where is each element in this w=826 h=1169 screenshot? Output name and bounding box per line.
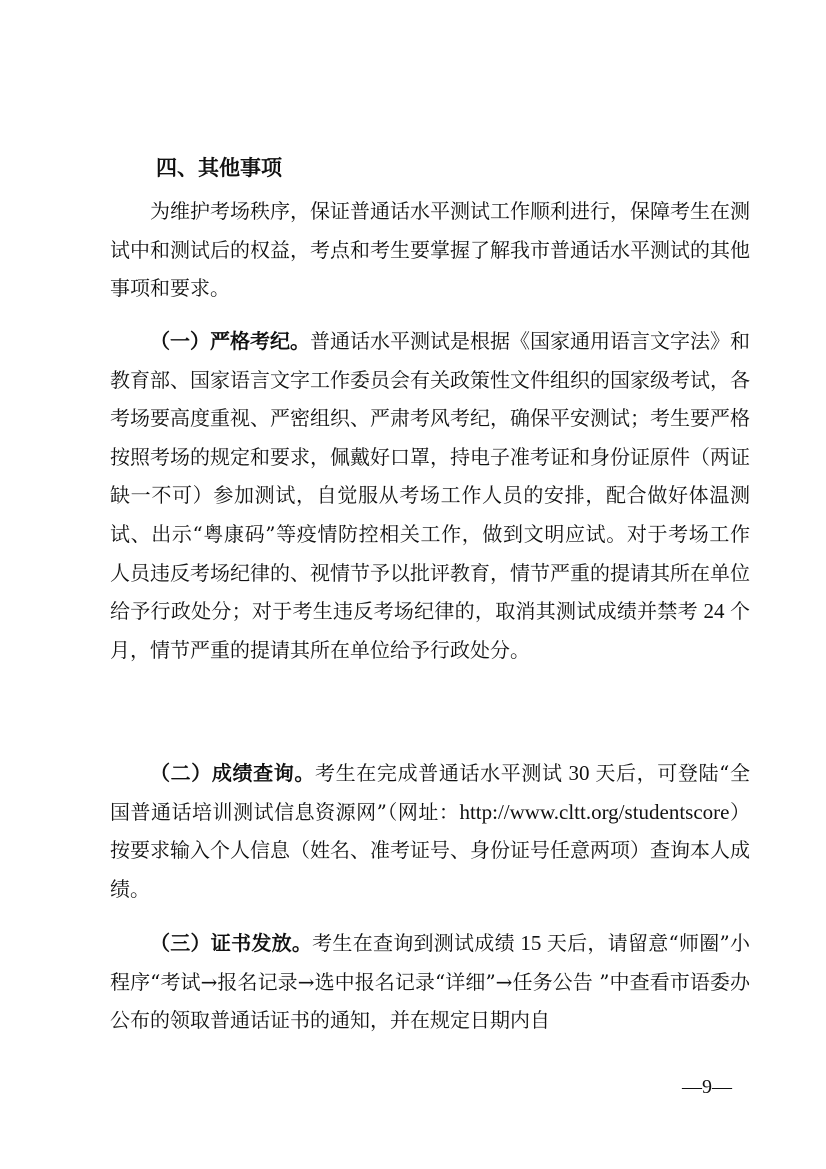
item-certificate-issue-number: 15 — [514, 931, 547, 955]
item-certificate-issue-lead: （三）证书发放。 — [150, 931, 313, 955]
intro-paragraph: 为维护考场秩序，保证普通话水平测试工作顺利进行，保障考生在测试中和测试后的权益，考点和考生要掌握了解我市普通话水平测试的其他事项和要求。 — [110, 199, 750, 301]
page-number: —9— — [682, 1076, 732, 1098]
item-strict-discipline — [110, 322, 750, 669]
item-score-query — [110, 754, 750, 908]
item-certificate-issue — [110, 924, 750, 1040]
item-strict-discipline-lead: （一）严格考纪。 — [150, 329, 310, 353]
item-strict-discipline-number: 24 — [697, 599, 731, 624]
item-score-query-tail: ）按要求输入个人信息（姓名、准考证号、身份证号任意两项）查询本人成绩。 — [110, 799, 750, 901]
section-heading: 四、其他事项 — [156, 156, 282, 180]
item-score-query-mid: 天后，可登陆“全国普通话培训测试信息资源网”（网址： — [110, 761, 751, 824]
item-certificate-issue-tail: 天后，请留意“师圈”小程序“考试→报名记录→选中报名记录“详细”→任务公告 ”中查看市语委办公布的领取普通话证书的通知，并在规定日期内自 — [110, 931, 751, 1033]
item-strict-discipline-tail: 个月，情节严重的提请其所在单位给予行政处分。 — [110, 599, 751, 662]
item-score-query-number: 30 — [562, 761, 596, 785]
item-score-query-lead: （二）成绩查询。 — [150, 761, 316, 785]
item-strict-discipline-body: 普通话水平测试是根据《国家通用语言文字法》和教育部、国家语言文字工作委员会有关政策性文件组织的国家级考试，各考场要高度重视、严密组织、严肃考风考纪，确保平安测试；考生要严格按照考场的规定和要求，佩戴好口罩，持电子准考证和身份证原件（两证缺一不可）参加测试，自觉服从考场工作人员的安排，配合做好体温测试、出示“粤康码”等疫情防控相关工作，做到文明应试。对于考场工作人员违反考场纪律的、视情节予以批评教育，情节严重的提请其所在单位给予行政处分；对于考生违反考场纪律的，取消其测试成绩并禁考 — [110, 329, 750, 624]
item-certificate-issue-body: 考生在查询到测试成绩 — [312, 931, 515, 955]
score-query-url-link[interactable]: http://www.cltt.org/studentscore — [459, 799, 730, 824]
item-score-query-body: 考生在完成普通话水平测试 — [315, 761, 563, 785]
